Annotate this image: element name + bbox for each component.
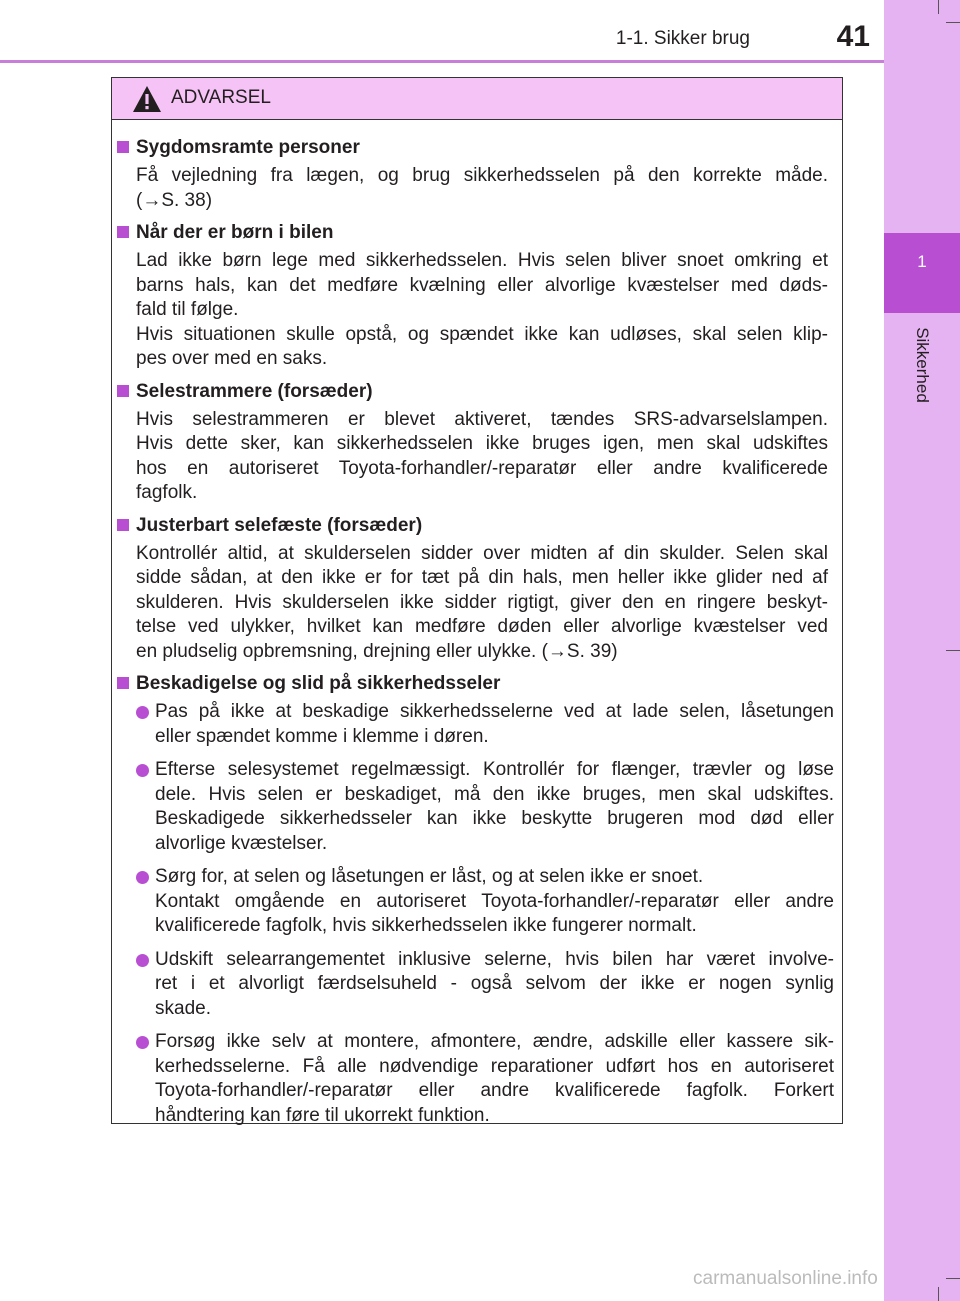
warning-title: ADVARSEL [171,87,271,108]
section-heading: Sygdomsramte personer [112,136,842,160]
section-text: Hvis selestrammeren er blevet aktiveret, tændes SRS-advarselslampen. Hvis dette sker, kan sikkerhedsselen ikke bruges igen, men skal udskiftes hos en autoriseret Toyota-forhandler/-reparatør eller andre kvalificerede fagfolk. [136,408,828,503]
section-heading: Beskadigelse og slid på sikkerhedsseler [112,672,842,696]
section-text: Få vejledning fra lægen, og brug sikkerhedsselen på den korrekte måde. (→S. 38) [136,165,828,211]
section-heading: Justerbart selefæste (forsæder) [112,514,842,538]
section-title: 1-1. Sikker brug [615,28,750,49]
crop-mark [946,1278,960,1279]
section-heading: Når der er børn i bilen [112,221,842,245]
square-bullet-icon [117,226,129,238]
side-tab-number-box [884,233,960,313]
section-text: Lad ikke børn lege med sikkerhedsselen. Hvis selen bliver snoet omkring et barns hals, kan det medføre kvælning eller alvorlige kvæstelser med døds- fald til følge. Hvis situationen skulle opstå, og spændet ikke kan udløses, skal selen klip- pes over med en saks. [136,250,828,369]
warning-header [112,78,842,120]
header-rule [0,60,884,63]
list-item: Udskift selearrangementet inklusive selerne, hvis bilen har været involve- ret i et alvorligt færdselsuheld - også selvom der ikke er nogen synlig skade. [112,948,834,1022]
warning-content [112,136,842,1137]
crop-mark [946,650,960,651]
warning-triangle-icon [132,85,162,113]
round-bullet-icon [136,706,149,719]
crop-mark [938,1287,939,1301]
warning-box [111,77,843,1124]
square-bullet-icon [117,141,129,153]
list-item: Forsøg ikke selv at montere, afmontere, ændre, adskille eller kassere sik- kerhedsselerne. Få alle nødvendige reparationer udført hos en autoriseret Toyota-forhandler/-reparatør eller andre kvalificerede fagfolk. Forkert håndtering kan føre til ukorrekt funktion. [112,1030,834,1128]
crop-mark [946,22,960,23]
square-bullet-icon [117,519,129,531]
crop-mark [938,0,939,14]
side-tab-number: 1 [917,252,927,271]
round-bullet-icon [136,954,149,967]
watermark: carmanualsonline.info [693,1268,878,1289]
square-bullet-icon [117,677,129,689]
page-number: 41 [836,20,870,53]
section-text: Kontrollér altid, at skulderselen sidder over midten af din skulder. Selen skal sidde sådan, at den ikke er for tæt på din hals, men heller ikke glider ned af skulderen. Hvis skulderselen ikke sidder rigtigt, giver den en ringere beskyt- telse ved ulykker, hvilket kan medføre døden eller alvorlige kvæstelser ved en pludselig opbremsning, drejning eller ulykke. (→S. 39) [136,542,828,662]
list-item: Efterse selesystemet regelmæssigt. Kontrollér for flænger, trævler og løse dele. Hvis selen er beskadiget, må den ikke bruges, men skal udskiftes. Beskadigede sikkerhedsseler kan ikke beskytte brugeren mod død eller alvorlige kvæstelser. [112,758,834,856]
round-bullet-icon [136,871,149,884]
square-bullet-icon [117,385,129,397]
side-tab-label: Sikkerhed [913,327,932,403]
list-item: Pas på ikke at beskadige sikkerhedsselerne ved at lade selen, låsetungen eller spændet komme i klemme i døren. [112,700,834,749]
list-item: Sørg for, at selen og låsetungen er låst, og at selen ikke er snoet. Kontakt omgående en autoriseret Toyota-forhandler/-reparatør eller andre kvalificerede fagfolk, hvis sikkerhedsselen ikke fungerer normalt. [112,865,834,939]
section-heading: Selestrammere (forsæder) [112,380,842,404]
round-bullet-icon [136,1036,149,1049]
round-bullet-icon [136,764,149,777]
